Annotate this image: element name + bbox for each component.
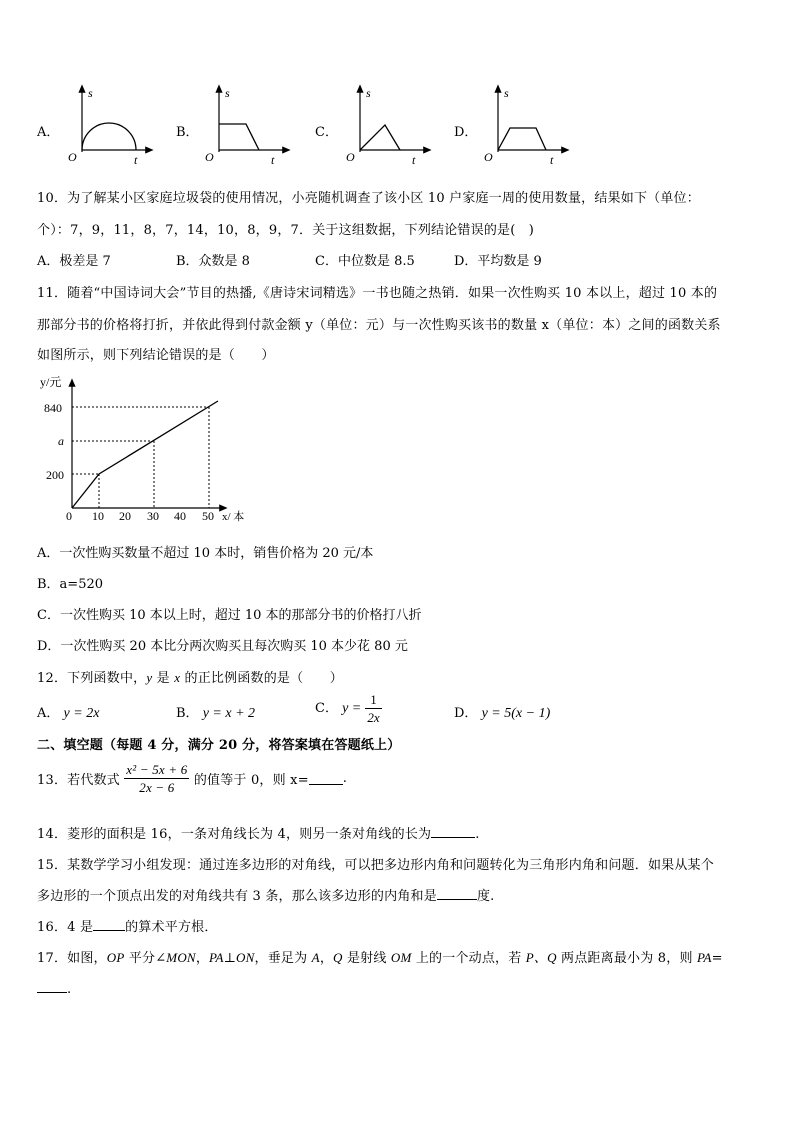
q10-option-d: D．平均数是 9: [454, 254, 542, 269]
q10-option-b: B．众数是 8: [176, 254, 250, 269]
q13-post: 的值等于 0，则 x=: [193, 773, 309, 788]
q12-stem-y: y: [146, 670, 153, 685]
q17-line-2: [37, 980, 71, 997]
q11-ytick-200: 200: [46, 468, 64, 482]
q12-option-c-fraction: [365, 691, 381, 726]
q17-line-1: [37, 947, 723, 966]
q9-c-origin-label: O: [346, 150, 355, 164]
q17-p1: 17．如图，: [37, 951, 107, 966]
q11-xtick-0: 0: [66, 509, 72, 523]
q11-option-b: B．a=520: [37, 577, 104, 592]
q9-a-t-label: t: [134, 153, 138, 166]
q13-numerator: x² − 5x + 6: [126, 762, 188, 777]
q11-xtick-10: 10: [92, 509, 104, 523]
q11-xtick-50: 50: [202, 509, 214, 523]
q9-a-origin-label: O: [68, 150, 77, 164]
q14-text: 14．菱形的面积是 16，一条对角线长为 4，则另一条对角线的长为: [37, 827, 432, 842]
q13: [37, 761, 347, 796]
q15-answer-blank[interactable]: [437, 887, 477, 900]
q16-post: 的算术平方根．: [125, 920, 218, 935]
q17-om: OM: [390, 950, 412, 965]
q11-ytick-840: 840: [44, 401, 62, 415]
q17-q: Q: [333, 950, 343, 965]
q9-c-t-label: t: [412, 153, 416, 166]
q9-b-s-label: s: [225, 86, 230, 100]
q17-pa: PA: [696, 950, 712, 965]
q17-p5: ，: [319, 951, 334, 966]
q12-option-c-denominator: 2x: [367, 710, 380, 725]
q12-option-c-lhs: y =: [342, 701, 362, 716]
q17-op: OP: [106, 950, 125, 965]
q11-xtick-40: 40: [174, 509, 186, 523]
q17-paon: PA⊥ON: [209, 950, 255, 965]
q12-option-a-formula: y = 2x: [63, 706, 100, 721]
q17-pq: P、Q: [525, 950, 557, 965]
q9-b-t-label: t: [271, 153, 275, 166]
q15-line-2-post: 度.: [476, 889, 495, 904]
q10-option-a: A．极差是 7: [37, 254, 111, 269]
q14-end: .: [475, 827, 480, 842]
q12-stem-post: 的正比例函数的是（ ）: [180, 671, 343, 686]
q9-d-curve: [498, 128, 546, 150]
q9-b-origin-label: O: [205, 150, 214, 164]
q9-option-d-letter: D．: [454, 125, 478, 140]
q17-p7: 上的一个动点，若: [411, 951, 526, 966]
q12-option-d: [454, 702, 550, 722]
q11-x-label: x/ 本: [222, 511, 245, 523]
q12-option-c-letter: C．: [315, 701, 338, 716]
q9-graph-d: [478, 82, 570, 166]
q16-pre: 16．4 是: [37, 920, 94, 935]
q11-function-line: [72, 401, 218, 508]
q9-d-origin-label: O: [484, 150, 493, 164]
q17-a: A: [311, 950, 320, 965]
q9-c-curve: [360, 125, 400, 150]
q13-fraction: [124, 761, 189, 796]
q9-d-t-label: t: [550, 153, 554, 166]
q9-b-curve: [219, 124, 259, 150]
q16-answer-blank[interactable]: [93, 918, 125, 931]
q9-a-curve: [82, 123, 136, 150]
q9-option-b-letter: B．: [176, 125, 199, 140]
q12-stem-x: x: [174, 670, 181, 685]
q17-p6: 是射线: [342, 951, 391, 966]
q14-answer-blank[interactable]: [431, 825, 475, 838]
q17-p3: ，: [195, 951, 210, 966]
q11-xtick-20: 20: [119, 509, 131, 523]
q11-option-d: D．一次性购买 20 本比分两次购买且每次购买 10 本少花 80 元: [37, 639, 408, 654]
q17-answer-blank[interactable]: [37, 980, 67, 993]
q16: [37, 916, 218, 935]
q9-option-c-letter: C．: [315, 125, 338, 140]
q12-option-c-numerator: 1: [365, 691, 381, 709]
q10-option-c: C．中位数是 8.5: [315, 254, 415, 269]
q12-option-d-formula: y = 5(x − 1): [481, 706, 551, 721]
q17-mon: ∠MON: [155, 950, 196, 965]
q11-option-c: C．一次性购买 10 本以上时，超过 10 本的那部分书的价格打八折: [37, 608, 422, 623]
q12-stem-pre: 12．下列函数中，: [37, 671, 147, 686]
q12-option-b-letter: B．: [176, 706, 199, 721]
q13-end: .: [342, 771, 348, 786]
q12-option-a: [37, 702, 99, 722]
q12-option-d-letter: D．: [454, 706, 478, 721]
q10-line-1: 10．为了解某小区家庭垃圾袋的使用情况，小亮随机调查了该小区 10 户家庭一周的使用数量，结果如下（单位：: [37, 191, 700, 206]
q15-line-2: [37, 885, 494, 904]
q10-line-2: 个）：7，9，11，8，7，14，10，8，9，7．关于这组数据，下列结论错误的是( ): [37, 223, 534, 238]
q17-p9: =: [711, 951, 723, 966]
q9-graph-a: [62, 82, 154, 166]
q9-c-s-label: s: [366, 86, 371, 100]
q12-stem: [37, 667, 343, 686]
q11-option-a: A．一次性购买数量不超过 10 本时，销售价格为 20 元/本: [37, 546, 374, 561]
q15-line-1: 15．某数学学习小组发现：通过连多边形的对角线，可以把多边形内角和问题转化为三角形内角和问题．如果从某个: [37, 858, 714, 873]
q17-p4: ，垂足为: [254, 951, 312, 966]
q17-p8: 两点距离最小为 8，则: [556, 951, 697, 966]
q15-line-2-pre: 多边形的一个顶点出发的对角线共有 3 条，那么该多边形的内角和是: [37, 889, 437, 904]
q12-stem-mid: 是: [152, 671, 175, 686]
q17-p2: 平分: [124, 951, 156, 966]
q17-end: .: [67, 982, 72, 997]
section2-title: 二、填空题（每题 4 分，满分 20 分，将答案填在答题纸上）: [37, 738, 401, 753]
q9-graph-b: [199, 82, 291, 166]
q13-pre: 13．若代数式: [37, 773, 120, 788]
q13-answer-blank[interactable]: [309, 772, 343, 785]
q9-d-s-label: s: [504, 86, 509, 100]
q11-ytick-a: a: [58, 434, 64, 448]
q13-denominator: 2x − 6: [139, 780, 175, 795]
q11-graph: [36, 374, 266, 524]
q11-line-1: 11．随着“中国诗词大会”节目的热播,《唐诗宋词精选》一书也随之热销．如果一次性购买 10 本以上，超过 10 本的: [37, 286, 718, 301]
q11-y-label: y/元: [40, 375, 62, 389]
q11-xtick-30: 30: [147, 509, 159, 523]
q9-a-s-label: s: [88, 86, 93, 100]
q12-option-c: [315, 691, 382, 726]
q12-option-b: [176, 702, 255, 722]
q11-line-2: 那部分书的价格将打折，并依此得到付款金额 y（单位：元）与一次性购买该书的数量 x（单位：本）之间的函数关系: [37, 318, 721, 333]
q9-option-a-letter: A．: [37, 125, 60, 140]
q12-option-b-formula: y = x + 2: [202, 706, 256, 721]
q9-graph-c: [340, 82, 432, 166]
q11-line-3: 如图所示，则下列结论错误的是（ ）: [37, 348, 275, 363]
q12-option-a-letter: A．: [37, 706, 60, 721]
q14: [37, 823, 480, 842]
